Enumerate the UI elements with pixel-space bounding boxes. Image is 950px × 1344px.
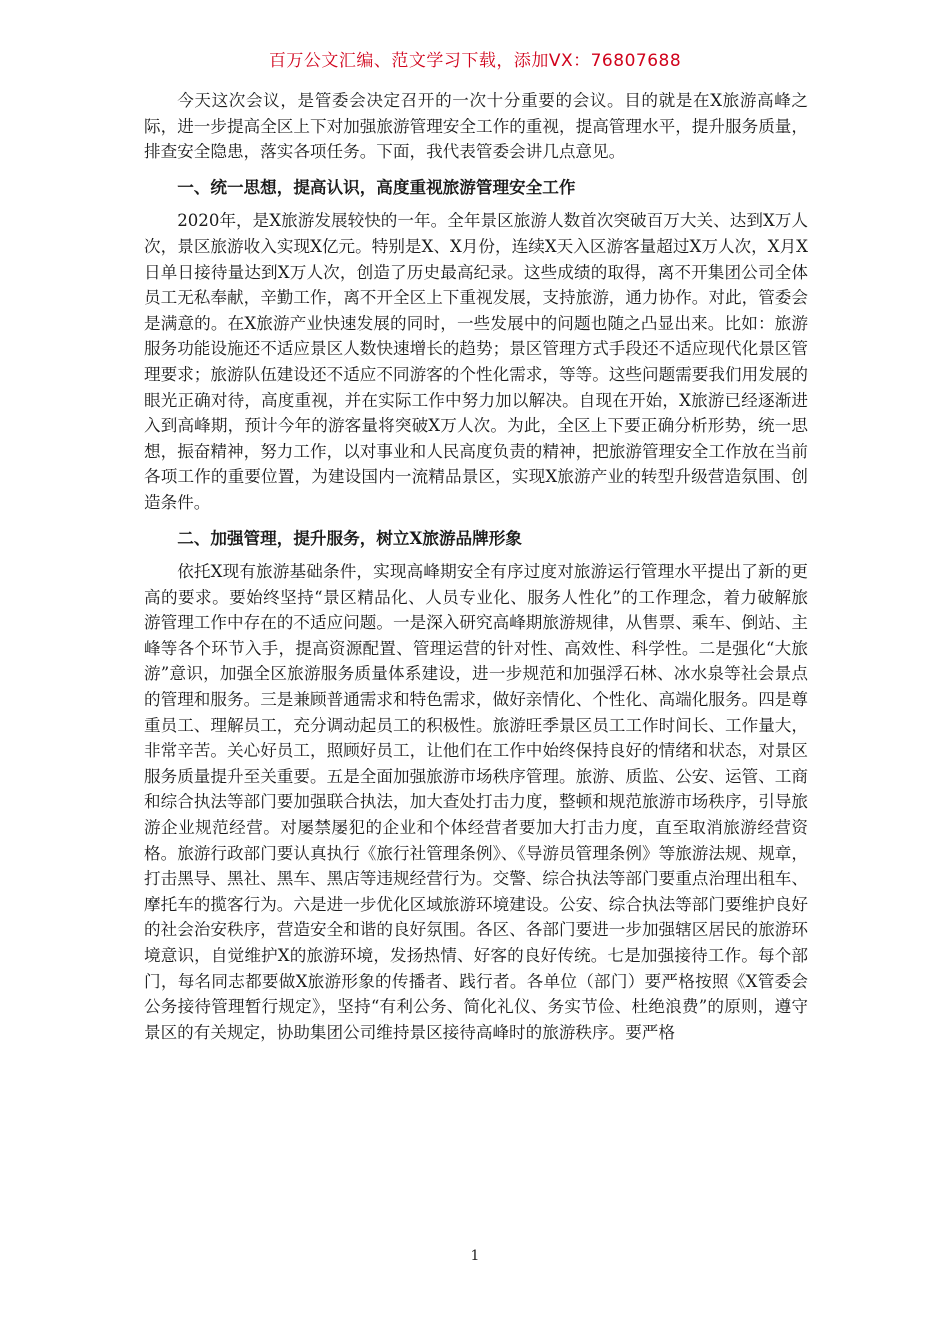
section-1-heading: 一、统一思想，提高认识，高度重视旅游管理安全工作 (177, 176, 576, 197)
document-body (144, 88, 808, 1045)
section-2-heading: 二、加强管理，提升服务，树立X旅游品牌形象 (177, 527, 522, 548)
section-1-paragraph: 2020年，是X旅游发展较快的一年。全年景区旅游人数首次突破百万大关、达到X万人次，景区旅游收入实现X亿元。特别是X、X月份，连续X天入区游客量超过X万人次，X月X日单日接待量达到X万人次，创造了历史最高纪录。这些成绩的取得，离不开集团公司全体员工无私奉献，辛勤工作，离不开全区上下重视发展，支持旅游，通力协作。对此，管委会是满意的。在X旅游产业快速发展的同时，一些发展中的问题也随之凸显出来。比如：旅游服务功能设施还不适应景区人数快速增长的趋势；景区管理方式手段还不适应现代化景区管理要求；旅游队伍建设还不适应不同游客的个性化需求，等等。这些问题需要我们用发展的眼光正确对待，高度重视，并在实际工作中努力加以解决。自现在开始，X旅游已经逐渐进入到高峰期，预计今年的游客量将突破X万人次。为此，全区上下要正确分析形势，统一思想，振奋精神，努力工作，以对事业和人民高度负责的精神，把旅游管理安全工作放在当前各项工作的重要位置，为建设国内一流精品景区，实现X旅游产业的转型升级营造氛围、创造条件。 (144, 211, 808, 512)
watermark-header: 百万公文汇编、范文学习下载，添加VX：76807688 (268, 51, 682, 71)
intro-paragraph: 今天这次会议，是管委会决定召开的一次十分重要的会议。目的就是在X旅游高峰之际，进一步提高全区上下对加强旅游管理安全工作的重视，提高管理水平，提升服务质量，排查安全隐患，落实各项任务。下面，我代表管委会讲几点意见。 (144, 91, 808, 162)
section-2-paragraph: 依托X现有旅游基础条件，实现高峰期安全有序过度对旅游运行管理水平提出了新的更高的要求。要始终坚持“景区精品化、人员专业化、服务人性化”的工作理念，着力破解旅游管理工作中存在的不适应问题。一是深入研究高峰期旅游规律，从售票、乘车、倒站、主峰等各个环节入手，提高资源配置、管理运营的针对性、高效性、科学性。二是强化“大旅游”意识，加强全区旅游服务质量体系建设，进一步规范和加强浮石林、冰水泉等社会景点的管理和服务。三是兼顾普通需求和特色需求，做好亲情化、个性化、高端化服务。四是尊重员工、理解员工，充分调动起员工的积极性。旅游旺季景区员工工作时间长、工作量大，非常辛苦。关心好员工，照顾好员工，让他们在工作中始终保持良好的情绪和状态，对景区服务质量提升至关重要。五是全面加强旅游市场秩序管理。旅游、质监、公安、运管、工商和综合执法等部门要加强联合执法，加大查处打击力度，整顿和规范旅游市场秩序，引导旅游企业规范经营。对屡禁屡犯的企业和个体经营者要加大打击力度，直至取消旅游经营资格。旅游行政部门要认真执行《旅行社管理条例》、《导游员管理条例》等旅游法规、规章，打击黑导、黑社、黑车、黑店等违规经营行为。交警、综合执法等部门要重点治理出租车、摩托车的揽客行为。六是进一步优化区域旅游环境建设。公安、综合执法等部门要维护良好的社会治安秩序，营造安全和谐的良好氛围。各区、各部门要进一步加强辖区居民的旅游环境意识，自觉维护X的旅游环境，发扬热情、好客的良好传统。七是加强接待工作。每个部门，每名同志都要做X旅游形象的传播者、践行者。各单位（部门）要严格按照《X管委会公务接待管理暂行规定》，坚持“有利公务、简化礼仪、务实节俭、杜绝浪费”的原则，遵守景区的有关规定，协助集团公司维持景区接待高峰时的旅游秩序。要严格 (144, 562, 808, 1042)
page-number: 1 (470, 1248, 480, 1264)
